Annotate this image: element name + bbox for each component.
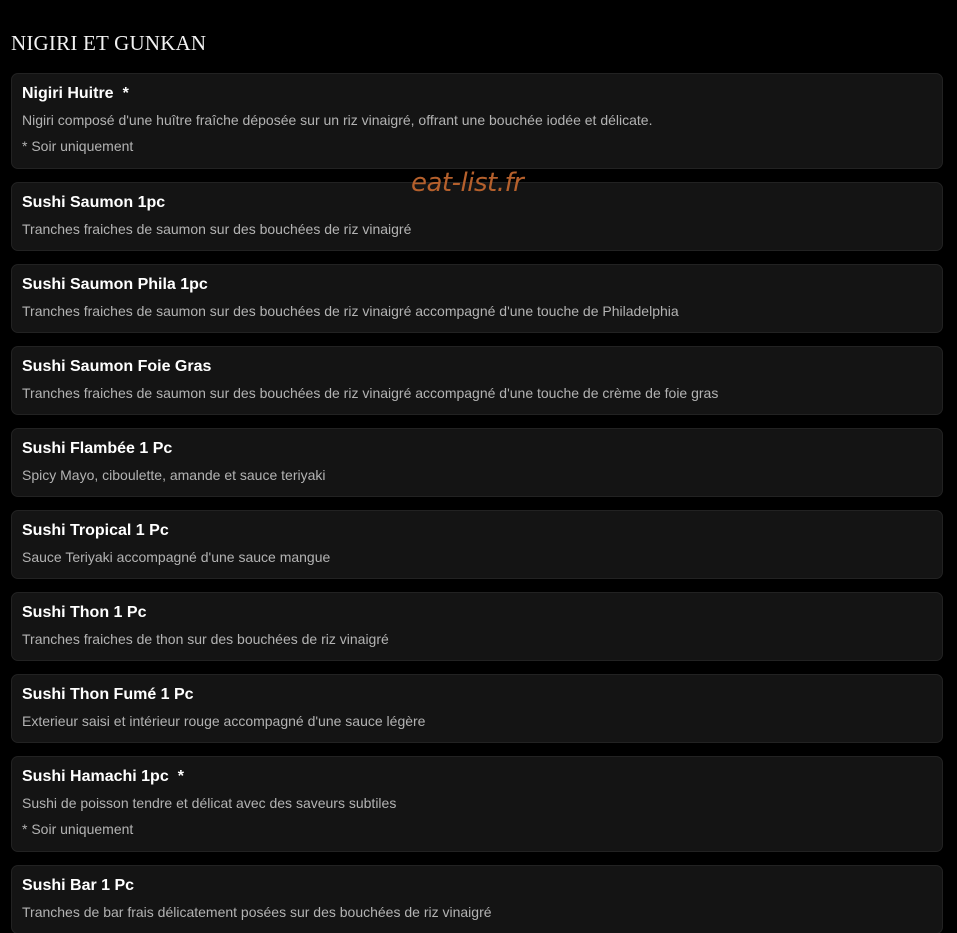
item-name: Sushi Saumon Foie Gras: [22, 358, 212, 375]
item-name: Sushi Bar 1 Pc: [22, 877, 135, 894]
item-name: Sushi Tropical 1 Pc: [22, 522, 169, 539]
evening-only-marker: *: [177, 768, 184, 785]
menu-item-sushi-bar[interactable]: [11, 865, 943, 933]
item-name: Sushi Saumon 1pc: [22, 194, 166, 211]
menu-item-sushi-thon-fume[interactable]: [11, 674, 943, 743]
item-description: Tranches fraiches de saumon sur des bouchées de riz vinaigré accompagné d'une touche de crème de foie gras: [22, 385, 719, 401]
evening-only-marker: *: [122, 85, 129, 102]
item-description: Exterieur saisi et intérieur rouge accompagné d'une sauce légère: [22, 713, 426, 729]
menu-item-sushi-saumon-phila[interactable]: [11, 264, 943, 333]
menu-item-sushi-thon[interactable]: [11, 592, 943, 661]
item-name: Sushi Saumon Phila 1pc: [22, 276, 208, 293]
item-description: Spicy Mayo, ciboulette, amande et sauce teriyaki: [22, 467, 326, 483]
item-description: Tranches fraiches de saumon sur des bouchées de riz vinaigré accompagné d'une touche de Philadelphia: [22, 303, 679, 319]
menu-item-sushi-saumon-foie-gras[interactable]: [11, 346, 943, 415]
item-description: Nigiri composé d'une huître fraîche déposée sur un riz vinaigré, offrant une bouchée iodée et délicate.: [22, 112, 653, 128]
section-title: NIGIRI ET GUNKAN: [11, 31, 207, 55]
watermark-text: eat-list.fr: [411, 168, 524, 198]
menu-item-sushi-hamachi[interactable]: [11, 756, 943, 852]
item-note: * Soir uniquement: [22, 821, 134, 837]
item-name: Sushi Hamachi 1pc *: [22, 768, 184, 785]
menu-item-sushi-tropical[interactable]: [11, 510, 943, 579]
item-name: Sushi Thon 1 Pc: [22, 604, 147, 621]
item-description: Sushi de poisson tendre et délicat avec des saveurs subtiles: [22, 795, 397, 811]
item-description: Tranches fraiches de saumon sur des bouchées de riz vinaigré: [22, 221, 412, 237]
menu-item-sushi-saumon[interactable]: [11, 182, 943, 251]
item-note: * Soir uniquement: [22, 138, 134, 154]
item-name: Sushi Thon Fumé 1 Pc: [22, 686, 194, 703]
menu-item-sushi-flambee[interactable]: [11, 428, 943, 497]
item-description: Sauce Teriyaki accompagné d'une sauce mangue: [22, 549, 331, 565]
item-name: Sushi Flambée 1 Pc: [22, 440, 173, 457]
menu-item-nigiri-huitre[interactable]: [11, 73, 943, 169]
item-name: Nigiri Huitre *: [22, 85, 129, 102]
menu-list: [11, 73, 943, 933]
item-description: Tranches fraiches de thon sur des bouchées de riz vinaigré: [22, 631, 389, 647]
item-description: Tranches de bar frais délicatement posées sur des bouchées de riz vinaigré: [22, 904, 492, 920]
